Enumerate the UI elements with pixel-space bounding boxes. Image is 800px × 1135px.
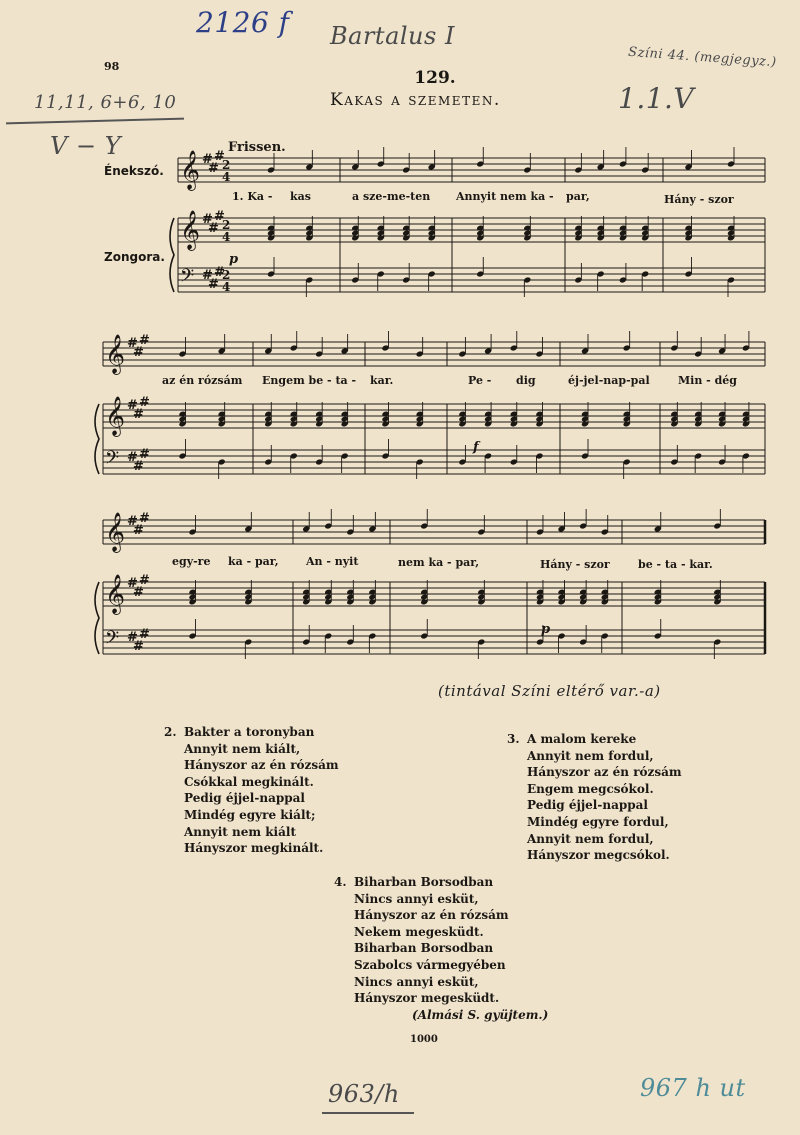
lyric: a sze-me-ten: [352, 190, 431, 203]
treble-clef: 𝄞: [105, 512, 126, 552]
verse-line: A malom kereke: [527, 732, 637, 746]
sharp-sign: #: [127, 514, 138, 529]
lyric: ka - par,: [228, 555, 279, 568]
verse-line: Annyit nem fordul,: [527, 748, 654, 763]
verse-line: Biharban Borsodban: [354, 875, 494, 889]
lyric: Hány - szor: [540, 558, 610, 571]
time-signature-top: 2: [222, 158, 231, 172]
sharp-sign: #: [139, 333, 150, 348]
sharp-sign: #: [133, 407, 144, 422]
dynamic-piano-2: p: [541, 622, 551, 637]
verse-line: Annyit nem fordul,: [527, 831, 654, 846]
song-number: 129.: [414, 68, 456, 88]
sharp-sign: #: [139, 447, 150, 462]
sharp-sign: #: [208, 161, 219, 176]
lyric: par,: [566, 190, 590, 203]
verse-line: Szabolcs vármegyében: [354, 957, 506, 972]
piano-brace: [95, 582, 99, 654]
sharp-sign: #: [139, 627, 150, 642]
verse-line: Hányszor az én rózsám: [527, 765, 682, 780]
verse-line: Pedig éjjel-nappal: [184, 791, 305, 806]
verse-line: Mindég egyre fordul,: [527, 814, 669, 829]
dynamic-piano-1: p: [229, 252, 239, 267]
verse-line: Nincs annyi esküt,: [354, 974, 479, 989]
sharp-sign: #: [133, 459, 144, 474]
sharp-sign: #: [127, 450, 138, 465]
left-counts-annotation: 11,11, 6+6, 10: [34, 92, 177, 113]
verse-line: Mindég egyre kiált;: [184, 807, 316, 822]
verse-3: [507, 731, 682, 864]
archive-number-annotation: 2126 f: [196, 6, 290, 39]
verse-line: Hányszor az én rózsám: [354, 908, 509, 923]
verse-number: 3.: [507, 732, 520, 746]
piano-part-label: Zongora.: [104, 250, 165, 264]
verse-line: Annyit nem kiált: [184, 824, 296, 839]
lyric: kar.: [370, 374, 394, 387]
lyric: egy-re: [172, 555, 211, 568]
time-signature-top: 2: [222, 268, 231, 282]
bass-clef: 𝄢: [180, 266, 195, 291]
sharp-sign: #: [139, 573, 150, 588]
lyric: kas: [290, 190, 311, 203]
verse-line: Csókkal megkinált.: [184, 774, 314, 789]
treble-clef: 𝄞: [105, 396, 126, 436]
collection-credit: (Almási S. gyüjtem.): [412, 1007, 549, 1022]
sharp-sign: #: [133, 639, 144, 654]
sharp-sign: #: [139, 395, 150, 410]
lyric: 1. Ka -: [232, 190, 273, 203]
verse-4: [334, 874, 549, 1023]
treble-clef: 𝄞: [180, 150, 201, 190]
volume-annotation: 1.1.V: [618, 82, 695, 115]
lyric: éj-jel-nap-pal: [568, 374, 650, 387]
treble-clef: 𝄞: [105, 334, 126, 374]
bottom-left-number-annotation: 963/h: [328, 1080, 400, 1108]
bass-clef: 𝄢: [105, 448, 120, 473]
bottom-right-number-annotation: 967 h ut: [640, 1074, 746, 1102]
sharp-sign: #: [127, 336, 138, 351]
verse-line: Bakter a toronyban: [184, 725, 315, 739]
verse-line: Hányszor megcsókol.: [527, 848, 670, 863]
left-form-annotation: V − Y: [50, 132, 122, 160]
sharp-sign: #: [214, 149, 225, 164]
time-signature-bottom: 4: [222, 230, 231, 244]
sharp-sign: #: [208, 277, 219, 292]
sharp-sign: #: [127, 398, 138, 413]
page-number: 98: [104, 60, 120, 73]
sharp-sign: #: [202, 152, 213, 167]
sharp-sign: #: [133, 585, 144, 600]
lyric: nem ka - par,: [398, 556, 480, 569]
verse-line: Hányszor megkinált.: [184, 841, 324, 856]
sharp-sign: #: [208, 221, 219, 236]
sharp-sign: #: [127, 576, 138, 591]
sharp-sign: #: [214, 209, 225, 224]
sharp-sign: #: [202, 212, 213, 227]
collector-name-annotation: Bartalus I: [330, 22, 455, 50]
lyric: An - nyit: [306, 555, 359, 568]
verse-line: Engem megcsókol.: [527, 781, 654, 796]
verse-line: Hányszor megesküdt.: [354, 991, 500, 1006]
piano-brace: [170, 218, 174, 292]
verse-line: Annyit nem kiált,: [184, 741, 301, 756]
ink-note-annotation: (tintával Színi eltérő var.-a): [438, 682, 661, 700]
sharp-sign: #: [139, 511, 150, 526]
sharp-sign: #: [127, 630, 138, 645]
lyric: Engem be - ta -: [262, 374, 357, 387]
time-signature-top: 2: [222, 218, 231, 232]
lyric: Hány - szor: [664, 193, 734, 206]
verse-2: [164, 724, 339, 857]
verse-line: Hányszor az én rózsám: [184, 758, 339, 773]
verse-number: 2.: [164, 725, 177, 739]
lyric: Pe -: [468, 374, 492, 387]
sharp-sign: #: [133, 523, 144, 538]
lyric: Min - dég: [678, 374, 737, 387]
piano-brace: [95, 404, 99, 474]
bottom-page-number: 1000: [410, 1034, 438, 1045]
verse-line: Nincs annyi esküt,: [354, 891, 479, 906]
verse-line: Pedig éjjel-nappal: [527, 798, 648, 813]
time-signature-bottom: 4: [222, 170, 231, 184]
lyric: Annyit nem ka -: [456, 190, 554, 203]
bottom-left-underline: [322, 1112, 414, 1114]
lyric: dig: [516, 374, 536, 387]
sharp-sign: #: [202, 268, 213, 283]
verse-number: 4.: [334, 875, 347, 889]
time-signature-bottom: 4: [222, 280, 231, 294]
tempo-marking: Frissen.: [228, 140, 286, 155]
voice-part-label: Énekszó.: [104, 164, 164, 178]
dynamic-forte: f: [473, 440, 479, 455]
verse-line: Biharban Borsodban: [354, 941, 494, 956]
lyric: az én rózsám: [162, 374, 243, 387]
top-right-note-annotation: Színi 44. (megjegyz.): [627, 44, 778, 71]
treble-clef: 𝄞: [105, 574, 126, 614]
lyric: be - ta - kar.: [638, 558, 713, 571]
sharp-sign: #: [133, 345, 144, 360]
sharp-sign: #: [214, 265, 225, 280]
verse-line: Nekem megesküdt.: [354, 924, 484, 939]
treble-clef: 𝄞: [180, 210, 201, 250]
song-title: Kakas a szemeten.: [330, 90, 501, 110]
bass-clef: 𝄢: [105, 628, 120, 653]
